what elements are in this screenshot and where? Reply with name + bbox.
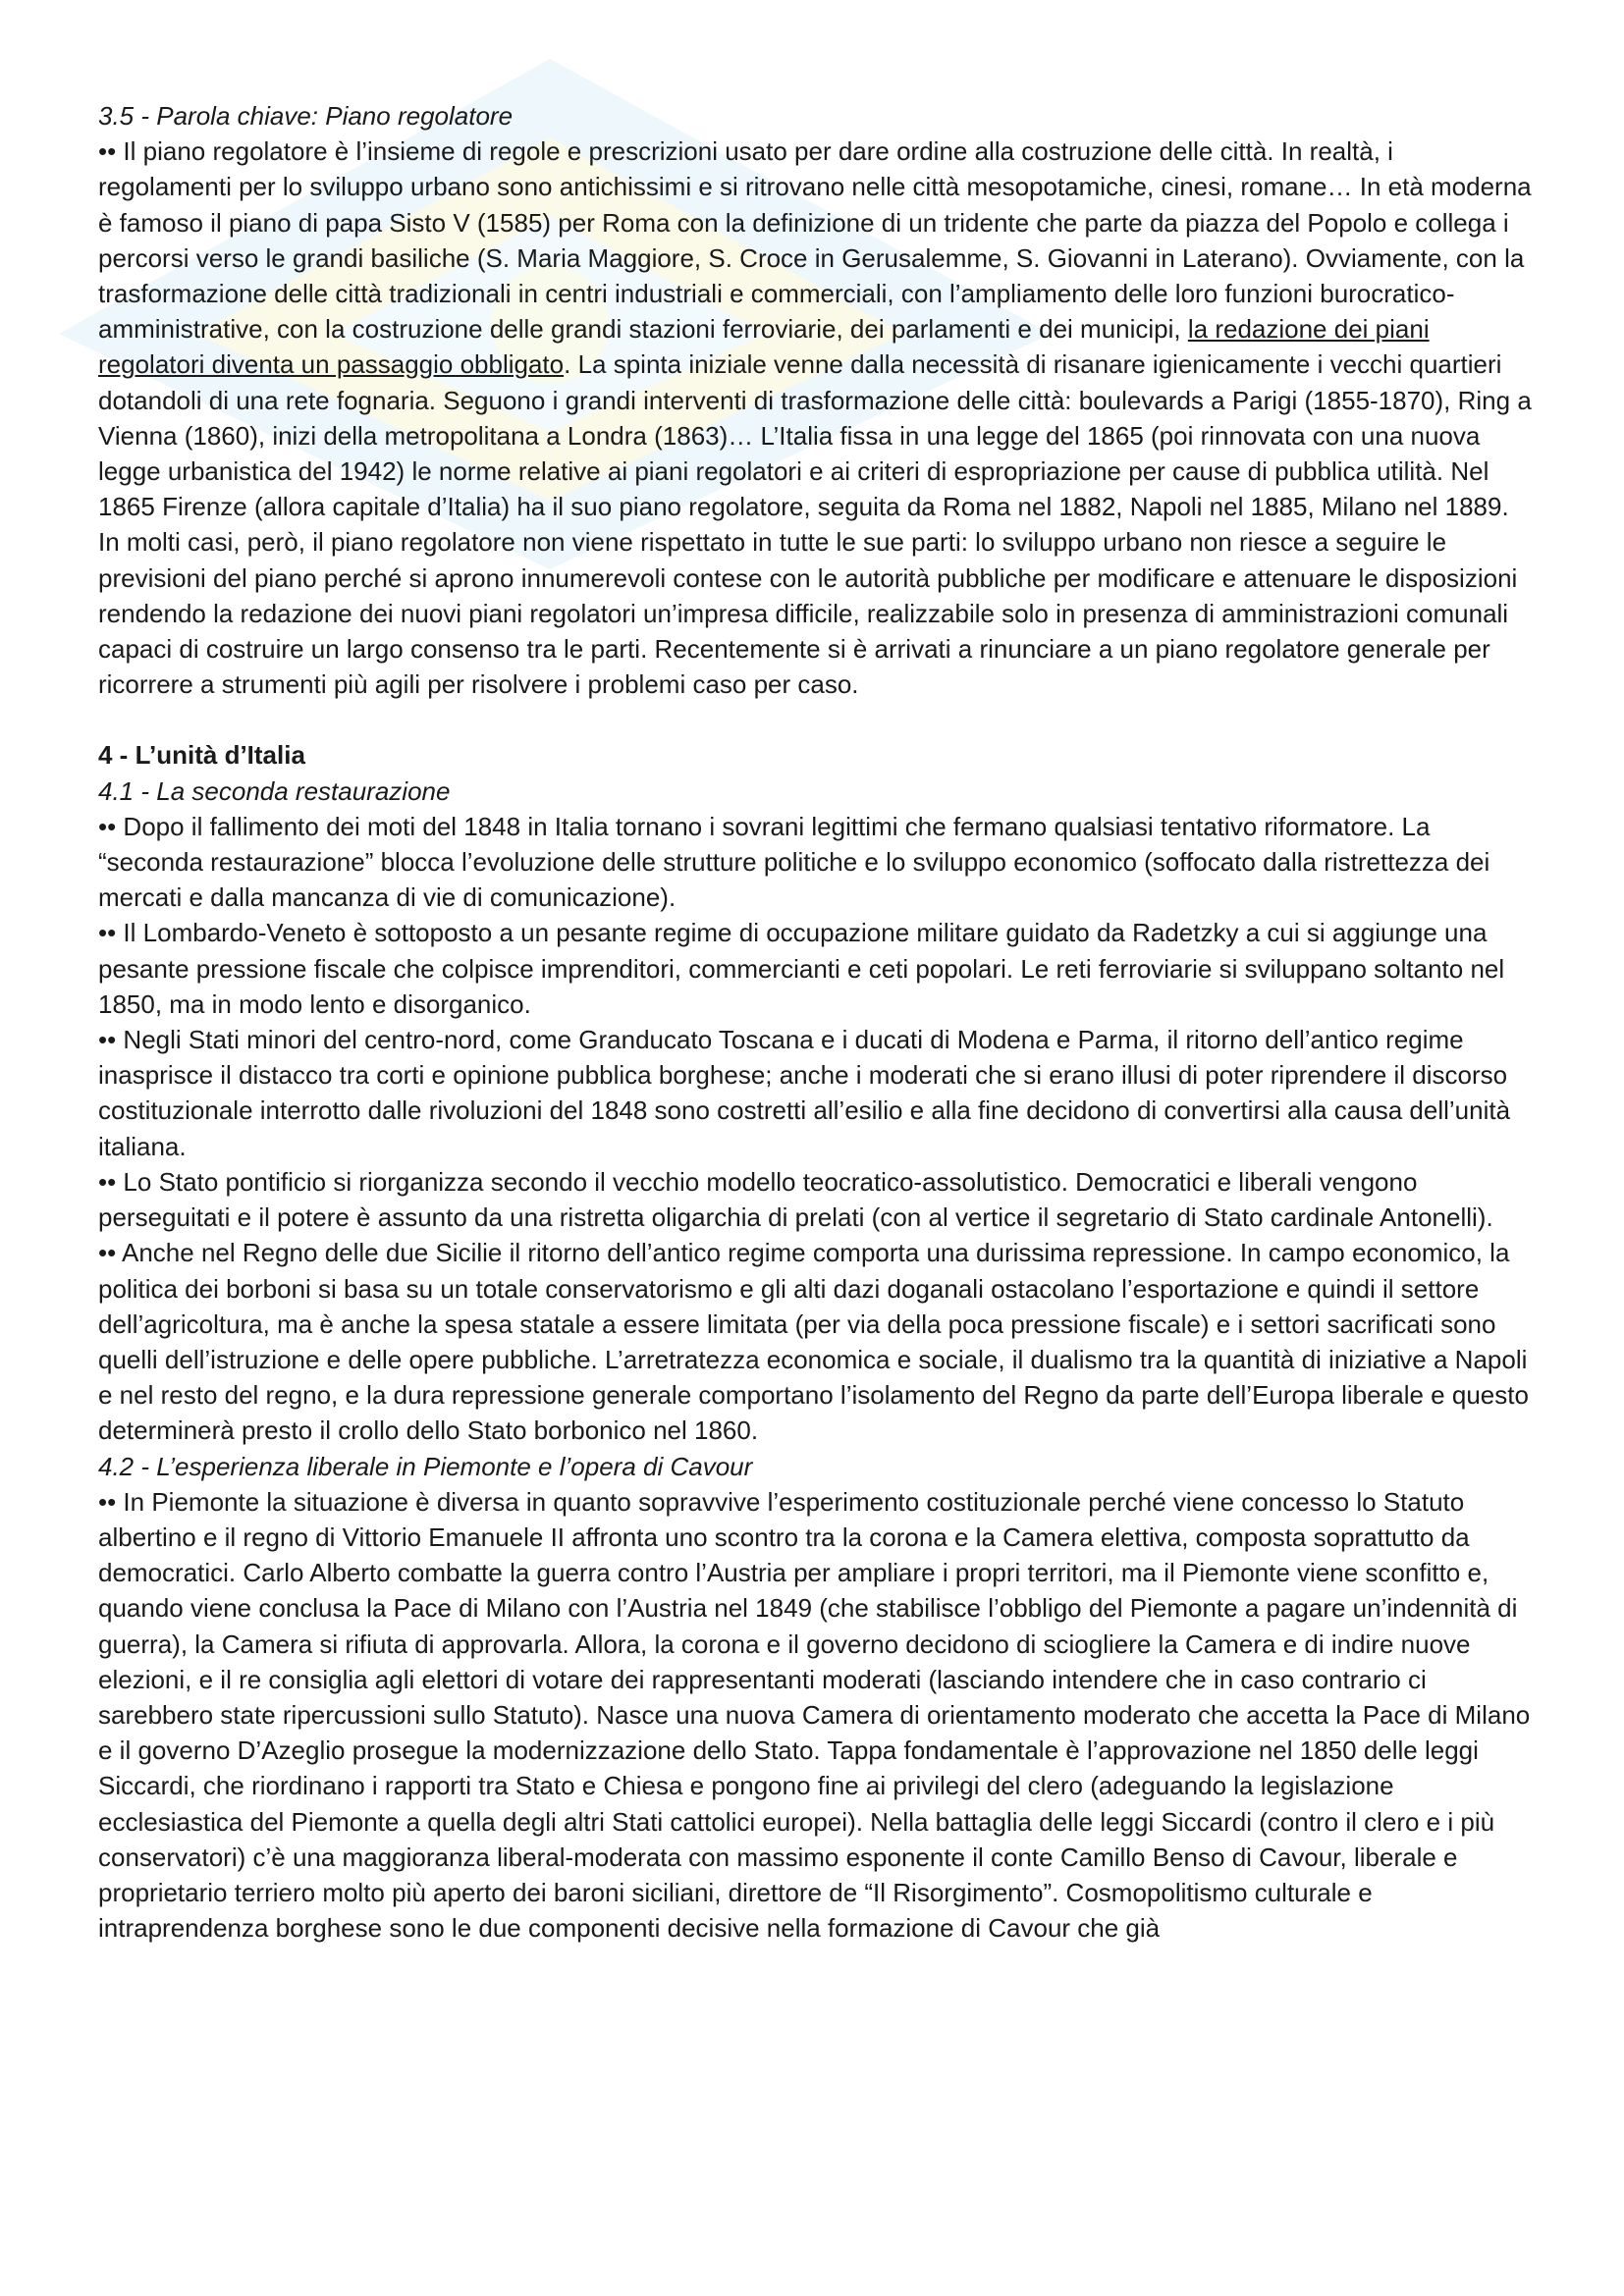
document-page: [98, 98, 1532, 1946]
paragraph: •• Il Lombardo-Veneto è sottoposto a un pesante regime di occupazione militare guidato da Radetzky a cui si aggiunge una pesante pressione fiscale che colpisce imprenditori, commercianti e ceti popolari. Le reti ferroviarie si sviluppano soltanto nel 1850, ma in modo lento e disorganico.: [98, 918, 1505, 1019]
section-heading-4: 4 - L’unità d’Italia: [98, 740, 305, 771]
paragraph: •• Lo Stato pontificio si riorganizza secondo il vecchio modello teocratico-assolutistico. Democratici e liberali vengono perseguitati e il potere è assunto da una ristretta oligarchia di prelati (con al vertice il segretario di Stato cardinale Antonelli).: [98, 1166, 1493, 1233]
paragraph: •• Dopo il fallimento dei moti del 1848 in Italia tornano i sovrani legittimi che fermano qualsiasi tentativo riformatore. La “seconda restaurazione” blocca l’evoluzione delle strutture politiche e lo sviluppo economico (soffocato dalla ristrettezza dei mercati e dalla mancanza di vie di comunicazione).: [98, 811, 1490, 913]
paragraph-text: . La spinta iniziale venne dalla necessità di risanare igienicamente i vecchi quartieri dotandoli di una rete fognaria. Seguono i grandi interventi di trasformazione delle città: boulevards a Parigi (1855-1870), Ring a Vienna (1860), inizi della metropolitana a Londra (1863)… L’Italia fissa in una legge del 1865 (poi rinnovata con una nuova legge urbanistica del 1942) le norme relative ai piani regolatori e ai criteri di espropriazione per cause di pubblica utilità. Nel 1865 Firenze (allora capitale d’Italia) ha il suo piano regolatore, seguita da Roma nel 1882, Napoli nel 1885, Milano nel 1889. In molti casi, però, il piano regolatore non viene rispettato in tutte le sue parti: lo sviluppo urbano non riesce a seguire le previsioni del piano perché si aprono innumerevoli contese con le autorità pubbliche per modificare e attenuare le disposizioni rendendo la redazione dei nuovi piani regolatori un’impresa difficile, realizzabile solo in presenza di amministrazioni comunali capaci di costruire un largo consenso tra le parti. Recentemente si è arrivati a rinunciare a un piano regolatore generale per ricorrere a strumenti più agili per risolvere i problemi caso per caso.: [98, 349, 1532, 700]
paragraph-text: •• Il piano regolatore è l’insieme di regole e prescrizioni usato per dare ordine alla costruzione delle città. In realtà, i regolamenti per lo sviluppo urbano sono antichissimi e si ritrovano nelle città mesopotamiche, cinesi, romane… In età moderna è famoso il piano di papa Sisto V (1585) per Roma con la definizione di un tridente che parte da piazza del Popolo e collega i percorsi verso le grandi basiliche (S. Maria Maggiore, S. Croce in Gerusalemme, S. Giovanni in Laterano). Ovviamente, con la trasformazione delle città tradizionali in centri industriali e commerciali, con l’ampliamento delle loro funzioni burocratico-amministrative, con la costruzione delle grandi stazioni ferroviarie, dei parlamenti e dei municipi,: [98, 136, 1532, 345]
paragraph: •• Anche nel Regno delle due Sicilie il ritorno dell’antico regime comporta una durissima repressione. In campo economico, la politica dei borboni si basa su un totale conservatorismo e gli alti dazi doganali ostacolano l’esportazione e quindi il settore dell’agricoltura, ma è anche la spesa statale a essere limitata (per via della poca pressione fiscale) e i settori sacrificati sono quelli dell’istruzione e delle opere pubbliche. L’arretratezza economica e sociale, il dualismo tra la quantità di iniziative a Napoli e nel resto del regno, e la dura repressione generale comportano l’isolamento del Regno da parte dell’Europa liberale e questo determinerà presto il crollo dello Stato borbonico nel 1860.: [98, 1238, 1529, 1446]
paragraph: •• In Piemonte la situazione è diversa in quanto sopravvive l’esperimento costituzionale perché viene concesso lo Statuto albertino e il regno di Vittorio Emanuele II affronta uno scontro tra la corona e la Camera elettiva, composta soprattutto da democratici. Carlo Alberto combatte la guerra contro l’Austria per ampliare i propri territori, ma il Piemonte viene sconfitto e, quando viene conclusa la Pace di Milano con l’Austria nel 1849 (che stabilisce l’obbligo del Piemonte a pagare un’indennità di guerra), la Camera si rifiuta di approvarla. Allora, la corona e il governo decidono di sciogliere la Camera e di indire nuove elezioni, e il re consiglia agli elettori di votare dei rappresentanti moderati (lasciando intendere che in caso contrario ci sarebbero state ripercussioni sullo Statuto). Nasce una nuova Camera di orientamento moderato che accetta la Pace di Milano e il governo D’Azeglio prosegue la modernizzazione dello Stato. Tappa fondamentale è l’approvazione nel 1850 delle leggi Siccardi, che riordinano i rapporti tra Stato e Chiesa e pongono fine ai privilegi del clero (adeguando la legislazione ecclesiastica del Piemonte a quella degli altri Stati cattolici europei). Nella battaglia delle leggi Siccardi (contro il clero e i più conservatori) c’è una maggioranza liberal-moderata con massimo esponente il conte Camillo Benso di Cavour, liberale e proprietario terriero molto più aperto dei baroni siciliani, direttore de “Il Risorgimento”. Cosmopolitismo culturale e intraprendenza borghese sono le due componenti decisive nella formazione di Cavour che già: [98, 1486, 1531, 1944]
underlined-text: la redazione dei piani regolatori diventa un passaggio obbligato: [98, 314, 1430, 380]
paragraph-piano-regolatore: [98, 133, 1532, 702]
subsection-heading-4-2: 4.2 - L’esperienza liberale in Piemonte e l’opera di Cavour: [98, 1451, 753, 1481]
spacer: [98, 702, 1532, 737]
paragraph: •• Negli Stati minori del centro-nord, come Granducato Toscana e i ducati di Modena e Parma, il ritorno dell’antico regime inasprisce il distacco tra corti e opinione pubblica borghese; anche i moderati che si erano illusi di poter riprendere il discorso costituzionale interrotto dalle rivoluzioni del 1848 sono costretti all’esilio e alla fine decidono di convertirsi alla causa dell’unità italiana.: [98, 1025, 1511, 1161]
section-heading-3-5: 3.5 - Parola chiave: Piano regolatore: [98, 101, 514, 131]
subsection-heading-4-1: 4.1 - La seconda restaurazione: [98, 775, 451, 806]
